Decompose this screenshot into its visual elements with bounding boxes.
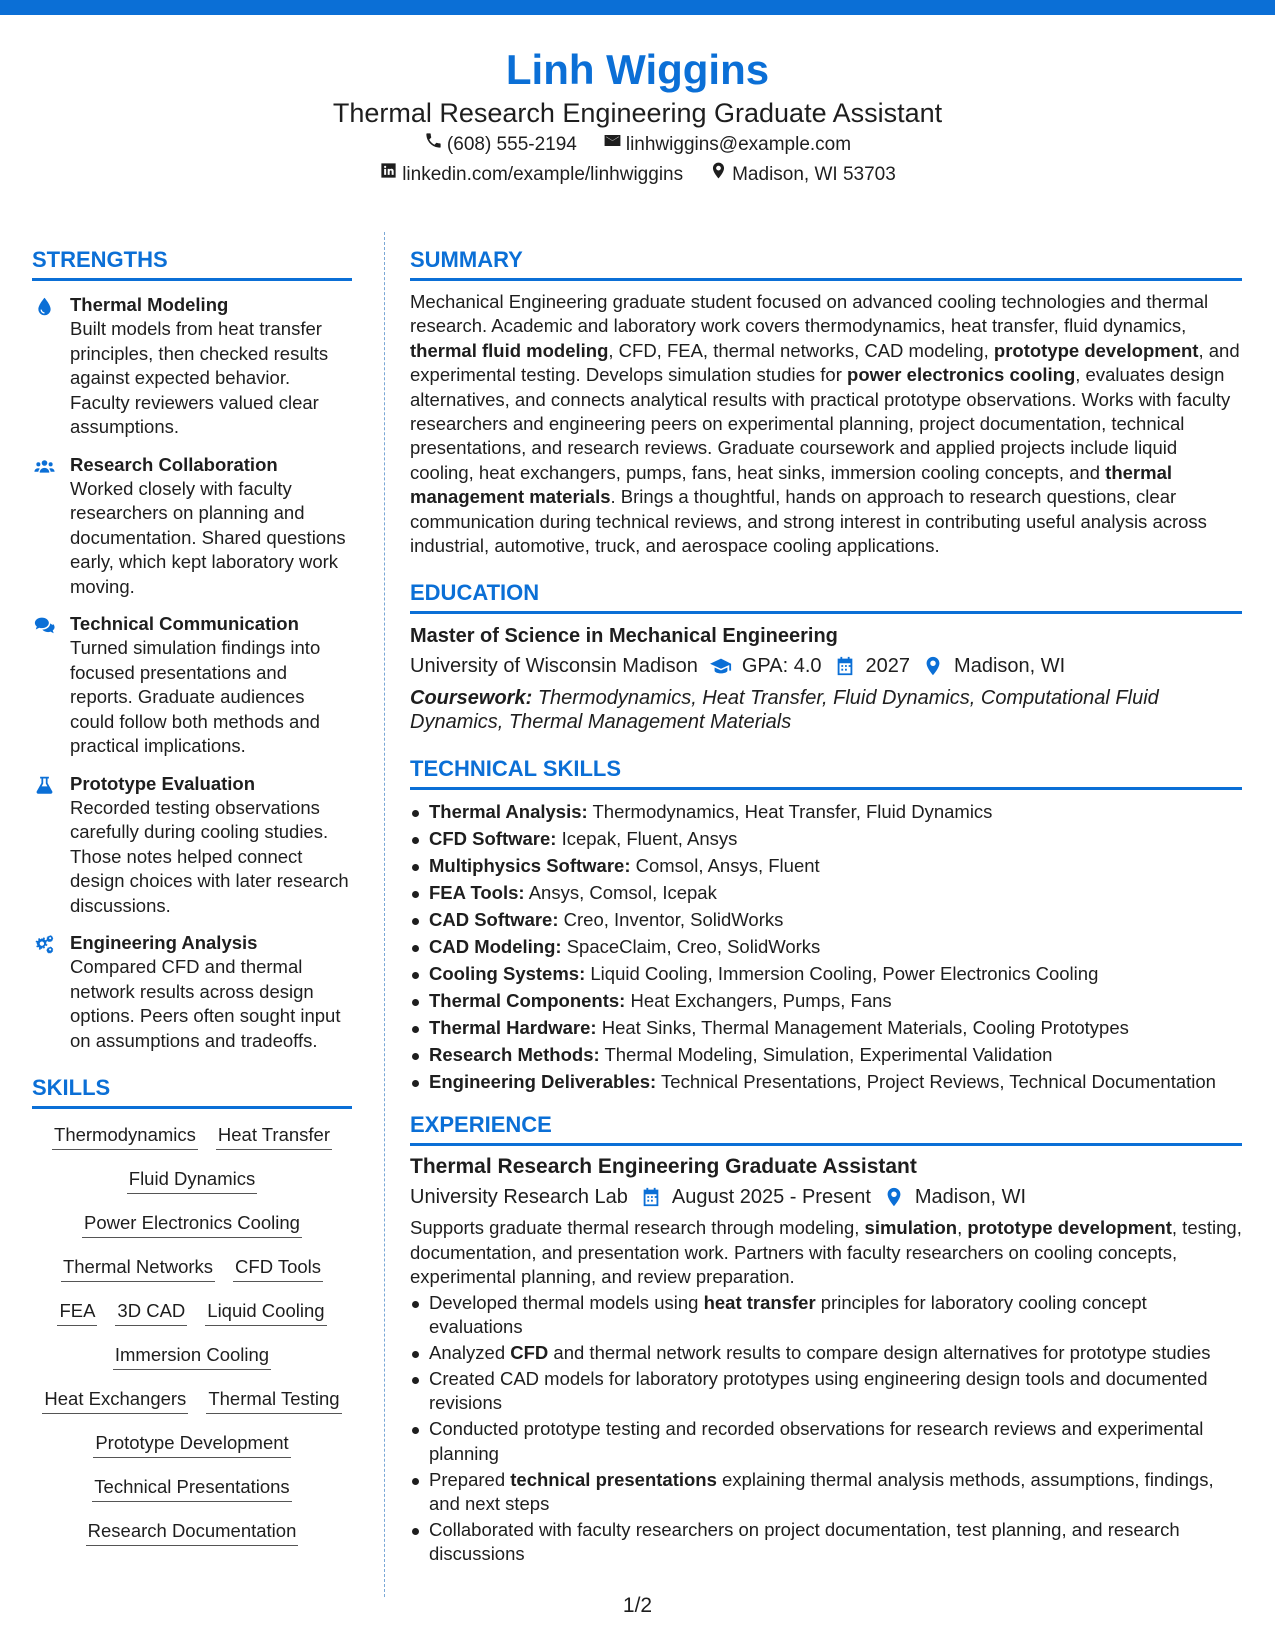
contact-row-1 bbox=[0, 130, 1275, 160]
skill-chip-row bbox=[32, 1255, 352, 1282]
organization-name: University Research Lab bbox=[410, 1186, 628, 1209]
skill-category-value: Technical Presentations, Project Reviews, Technical Documentation bbox=[656, 1070, 1216, 1092]
skill-chip-row bbox=[32, 1475, 352, 1502]
left-column bbox=[32, 245, 352, 1563]
skill-category-label: Thermal Hardware: bbox=[429, 1016, 597, 1038]
skill-chip: Power Electronics Cooling bbox=[82, 1211, 302, 1238]
skill-category-label: FEA Tools: bbox=[429, 882, 525, 904]
experience-meta bbox=[410, 1183, 1242, 1211]
text-segment: , testing, documentation, and presentation work. Partners with faculty researchers on cooling concepts, experimental planning, and review preparation. bbox=[410, 1217, 1242, 1288]
envelope-icon bbox=[603, 130, 622, 160]
skill-chip-row bbox=[32, 1123, 352, 1150]
emphasis-text: CFD bbox=[510, 1341, 549, 1363]
emphasis-text: simulation bbox=[864, 1217, 958, 1239]
technical-skill-item bbox=[410, 853, 1242, 880]
text-segment: explaining thermal analysis methods, assumptions, findings, and next steps bbox=[429, 1468, 1214, 1514]
flask-icon bbox=[32, 772, 56, 919]
text-segment: Developed thermal models using bbox=[429, 1291, 704, 1313]
strength-item bbox=[32, 453, 352, 600]
skill-category-value: Icepak, Fluent, Ansys bbox=[556, 828, 738, 850]
education-meta bbox=[410, 652, 1242, 680]
technical-skill-item bbox=[410, 826, 1242, 853]
strength-desc: Worked closely with faculty researchers on planning and documentation. Shared questions early, which kept laboratory work moving. bbox=[70, 477, 346, 597]
strength-item bbox=[32, 772, 352, 919]
skill-chip: Heat Exchangers bbox=[42, 1387, 188, 1414]
skill-category-value: SpaceClaim, Creo, SolidWorks bbox=[561, 936, 821, 957]
text-segment: Created CAD models for laboratory prototypes using engineering design tools and documented revisions bbox=[429, 1367, 1208, 1414]
emphasis-text: thermal management materials bbox=[410, 461, 1172, 508]
strengths-list bbox=[32, 293, 352, 1053]
skill-category-value: Comsol, Ansys, Fluent bbox=[630, 855, 820, 877]
strengths-heading: STRENGTHS bbox=[32, 245, 352, 281]
strength-desc: Turned simulation findings into focused presentations and reports. Graduate audiences could follow both methods and practical implications. bbox=[70, 637, 321, 756]
skills-heading: SKILLS bbox=[32, 1073, 352, 1109]
skill-chip: FEA bbox=[57, 1299, 97, 1326]
skill-category-label: Research Methods: bbox=[429, 1043, 600, 1065]
skill-chip: Research Documentation bbox=[86, 1519, 299, 1546]
technical-skill-item bbox=[410, 1042, 1242, 1069]
coursework bbox=[410, 686, 1242, 734]
summary-text bbox=[410, 290, 1242, 558]
text-segment: Collaborated with faculty researchers on project documentation, test planning, and research discussions bbox=[429, 1518, 1180, 1565]
technical-skill-item bbox=[410, 799, 1242, 826]
technical-skill-item bbox=[410, 907, 1242, 934]
emphasis-text: prototype development bbox=[967, 1217, 1172, 1239]
emphasis-text: technical presentations bbox=[510, 1468, 717, 1490]
skill-category-label: Multiphysics Software: bbox=[429, 855, 631, 877]
text-segment: Conducted prototype testing and recorded observations for research reviews and experimental planning bbox=[429, 1418, 1204, 1464]
skill-category-value: Thermal Modeling, Simulation, Experimental Validation bbox=[599, 1043, 1053, 1065]
comments-icon bbox=[32, 612, 56, 759]
experience-bullet bbox=[410, 1468, 1242, 1517]
skill-category-label: Engineering Deliverables: bbox=[429, 1070, 657, 1092]
coursework-list: Thermodynamics, Heat Transfer, Fluid Dynamics, Computational Fluid Dynamics, Thermal Management Materials bbox=[410, 687, 1159, 734]
experience-bullets bbox=[410, 1291, 1242, 1567]
skill-chip: Thermal Testing bbox=[206, 1387, 341, 1414]
technical-skill-item bbox=[410, 880, 1242, 907]
skill-chip-row bbox=[32, 1211, 352, 1238]
experience-description bbox=[410, 1216, 1242, 1289]
skill-chip-row bbox=[32, 1387, 352, 1414]
summary-heading: SUMMARY bbox=[410, 245, 1242, 281]
strength-title: Technical Communication bbox=[70, 613, 299, 634]
linkedin-text: linkedin.com/example/linhwiggins bbox=[402, 164, 684, 185]
technical-skill-item bbox=[410, 988, 1242, 1015]
graduation-year: 2027 bbox=[865, 655, 911, 678]
experience-bullet bbox=[410, 1291, 1242, 1340]
text-segment: . Brings a thoughtful, hands on approach to research questions, clear communication during technical reviews, and strong interest in contributing useful analysis across industrial, automotive, truck, and aerospace cooling applications. bbox=[410, 486, 1207, 557]
skill-chip: Liquid Cooling bbox=[205, 1299, 326, 1326]
skill-category-label: CAD Modeling: bbox=[429, 936, 562, 957]
phone-icon bbox=[424, 130, 443, 160]
skill-category-value: Creo, Inventor, SolidWorks bbox=[558, 909, 784, 931]
page-number: 1/2 bbox=[622, 1594, 653, 1617]
text-segment: Mechanical Engineering graduate student focused on advanced cooling technologies and thermal research. Academic and laboratory work covers thermodynamics, heat transfer, fluid dynamics, bbox=[410, 291, 1209, 337]
experience-bullet bbox=[410, 1341, 1242, 1365]
skill-category-label: Thermal Components: bbox=[429, 989, 626, 1011]
text-segment: , evaluates design alternatives, and connects analytical results with practical prototype observations. Works with faculty researchers and engineering peers on experimental planning, project documentation, technical presentations, and research reviews. Graduate coursework and applied projects include liquid cooling, heat exchangers, pumps, fans, heat sinks, immersion cooling concepts, and bbox=[410, 364, 1231, 483]
skill-chip: Fluid Dynamics bbox=[127, 1167, 257, 1194]
skill-chip: Thermodynamics bbox=[52, 1123, 198, 1150]
strength-desc: Recorded testing observations carefully during cooling studies. Those notes helped connect design choices with later research discussions. bbox=[70, 796, 349, 916]
technical-skill-item bbox=[410, 961, 1242, 988]
skill-category-value: Heat Exchangers, Pumps, Fans bbox=[625, 989, 892, 1011]
strength-title: Prototype Evaluation bbox=[70, 772, 256, 794]
skill-category-label: Thermal Analysis: bbox=[429, 801, 588, 823]
skill-chip-row bbox=[32, 1519, 352, 1546]
technical-skill-item bbox=[410, 1069, 1242, 1096]
text-segment: and thermal network results to compare design alternatives for prototype studies bbox=[548, 1341, 1211, 1363]
skills-chip-list bbox=[32, 1123, 352, 1546]
emphasis-text: heat transfer bbox=[703, 1291, 816, 1313]
skill-category-value: Liquid Cooling, Immersion Cooling, Power Electronics Cooling bbox=[585, 962, 1099, 984]
map-pin-icon bbox=[883, 1186, 905, 1208]
skill-category-label: CAD Software: bbox=[429, 909, 559, 931]
experience-bullet bbox=[410, 1518, 1242, 1567]
technical-skill-item bbox=[410, 934, 1242, 961]
skill-chip: Prototype Development bbox=[93, 1431, 290, 1458]
school-name: University of Wisconsin Madison bbox=[410, 655, 698, 678]
strength-title: Thermal Modeling bbox=[70, 294, 229, 315]
location-contact bbox=[709, 160, 896, 190]
email-text: linhwiggins@example.com bbox=[625, 134, 852, 155]
linkedin-icon bbox=[379, 160, 398, 190]
top-accent-bar bbox=[0, 0, 1275, 15]
contact-row-2 bbox=[0, 160, 1275, 190]
text-segment: Prepared bbox=[429, 1468, 511, 1490]
emphasis-text: prototype development bbox=[993, 339, 1199, 361]
skill-chip: Immersion Cooling bbox=[113, 1343, 271, 1370]
right-column bbox=[410, 245, 1242, 1568]
degree-title: Master of Science in Mechanical Engineering bbox=[410, 625, 838, 648]
strength-title: Research Collaboration bbox=[70, 453, 278, 475]
experience-bullet bbox=[410, 1367, 1242, 1416]
school-location: Madison, WI bbox=[954, 655, 1066, 678]
strength-desc: Built models from heat transfer principles, then checked results against expected behavior. Faculty reviewers valued clear assumptions. bbox=[70, 318, 329, 437]
column-divider bbox=[384, 232, 385, 1597]
skill-category-value: Thermodynamics, Heat Transfer, Fluid Dynamics bbox=[587, 801, 993, 823]
technical-skills-list bbox=[410, 799, 1242, 1095]
users-icon bbox=[32, 453, 56, 600]
experience-bullet bbox=[410, 1417, 1242, 1466]
skill-category-value: Ansys, Comsol, Icepak bbox=[524, 882, 717, 904]
phone-contact[interactable] bbox=[424, 130, 577, 160]
text-segment: , CFD, FEA, thermal networks, CAD modeling, bbox=[608, 339, 994, 361]
strength-desc: Compared CFD and thermal network results across design options. Peers often sought input on assumptions and tradeoffs. bbox=[70, 956, 341, 1051]
experience-heading: EXPERIENCE bbox=[410, 1110, 1242, 1146]
skill-chip: 3D CAD bbox=[115, 1299, 187, 1326]
droplet-icon bbox=[32, 293, 56, 440]
skill-chip-row bbox=[32, 1167, 352, 1194]
job-location: Madison, WI bbox=[914, 1186, 1027, 1209]
skill-chip-row bbox=[32, 1299, 352, 1326]
location-text: Madison, WI 53703 bbox=[732, 164, 896, 185]
map-pin-icon bbox=[709, 160, 728, 190]
calendar-icon bbox=[640, 1186, 662, 1208]
map-pin-icon bbox=[922, 655, 944, 677]
strength-title: Engineering Analysis bbox=[70, 932, 258, 953]
text-segment: , and experimental testing. Develops simulation studies for bbox=[410, 339, 1240, 386]
candidate-title: Thermal Research Engineering Graduate Assistant bbox=[332, 98, 943, 128]
skill-chip-row bbox=[32, 1431, 352, 1458]
strength-item bbox=[32, 293, 352, 440]
candidate-name: Linh Wiggins bbox=[505, 46, 770, 93]
emphasis-text: thermal fluid modeling bbox=[410, 339, 609, 361]
skill-chip: Heat Transfer bbox=[216, 1123, 332, 1150]
strength-item bbox=[32, 931, 352, 1053]
text-segment: Supports graduate thermal research through modeling, bbox=[410, 1217, 865, 1239]
employment-dates: August 2025 - Present bbox=[671, 1186, 871, 1209]
coursework-label: Coursework: bbox=[410, 687, 533, 710]
gpa-text: GPA: 4.0 bbox=[741, 655, 822, 678]
technical-skill-item bbox=[410, 1015, 1242, 1042]
calendar-icon bbox=[834, 655, 856, 677]
skill-chip: Thermal Networks bbox=[61, 1255, 215, 1282]
strength-item bbox=[32, 612, 352, 759]
resume-header bbox=[0, 40, 1275, 190]
technical-skills-heading: TECHNICAL SKILLS bbox=[410, 754, 1242, 790]
linkedin-contact[interactable] bbox=[379, 160, 683, 190]
email-contact[interactable] bbox=[603, 130, 851, 160]
skill-category-label: Cooling Systems: bbox=[429, 962, 586, 984]
skill-chip: CFD Tools bbox=[233, 1255, 323, 1282]
text-segment: Analyzed bbox=[429, 1341, 511, 1363]
gears-icon bbox=[32, 931, 56, 1053]
text-segment: , bbox=[957, 1217, 968, 1239]
text-segment: principles for laboratory cooling concept evaluations bbox=[429, 1291, 1147, 1338]
skill-chip: Technical Presentations bbox=[92, 1475, 291, 1502]
role-title: Thermal Research Engineering Graduate Assistant bbox=[410, 1155, 917, 1179]
graduation-cap-icon bbox=[710, 655, 732, 677]
phone-text: (608) 555-2194 bbox=[446, 134, 577, 155]
skill-chip-row bbox=[32, 1343, 352, 1370]
skill-category-label: CFD Software: bbox=[429, 828, 557, 850]
emphasis-text: power electronics cooling bbox=[847, 364, 1076, 386]
skill-category-value: Heat Sinks, Thermal Management Materials, Cooling Prototypes bbox=[596, 1016, 1129, 1038]
education-heading: EDUCATION bbox=[410, 578, 1242, 614]
